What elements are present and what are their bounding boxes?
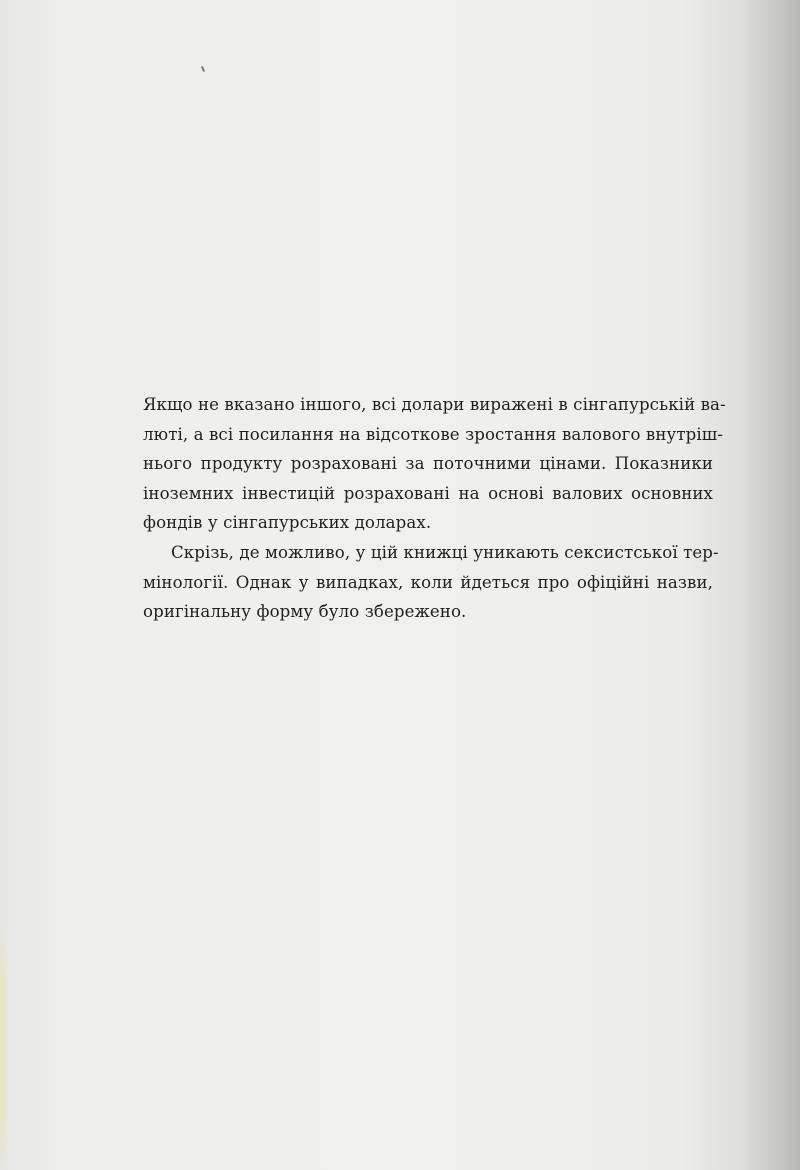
text-line: Якщо не вказано іншого, всі долари виражені в сінгапурській ва- [143,395,726,414]
text-line: нього продукту розраховані за поточними цінами. Показники [143,454,713,474]
text-line: Скрізь, де можливо, у цій книжці уникають сексистської тер- [171,542,719,562]
text-line: іноземних інвестицій розраховані на основі валових основних [143,483,713,503]
page-speck [201,66,205,72]
text-line: оригінальну форму було збережено. [143,602,467,622]
text-line: люті, а всі посилання на відсоткове зростання валового внутріш- [143,424,724,444]
text-line: мінології. Однак у випадках, коли йдеться про офіційні назви, [143,572,713,592]
paragraph-currency-note [143,390,726,538]
paragraph-terminology-note [143,538,719,627]
body-text [143,390,726,627]
page-edge-tint [0,930,6,1170]
text-line: фондів у сінгапурських доларах. [143,513,432,533]
